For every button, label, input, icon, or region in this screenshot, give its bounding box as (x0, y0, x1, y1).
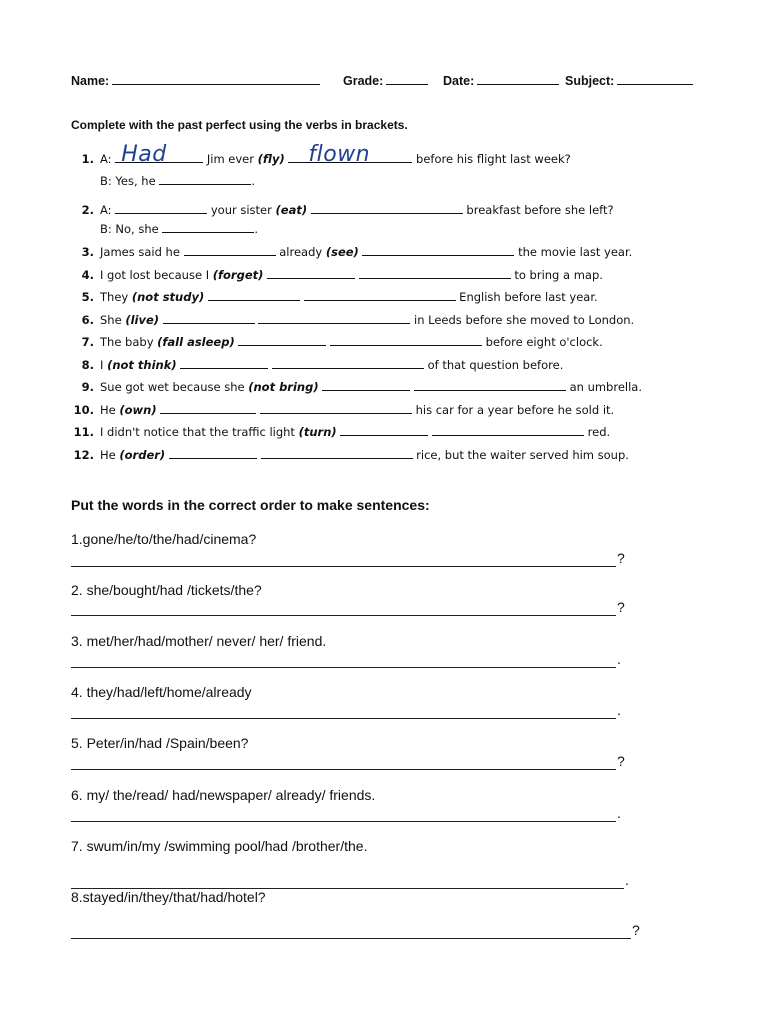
exercise-text: his car for a year before he sold it. (411, 403, 615, 417)
worksheet-header (71, 72, 711, 92)
exercise-text: A: (100, 203, 116, 217)
date-label: Date: (443, 74, 475, 88)
subject-field (565, 72, 693, 88)
exercise-2-line-1 (81, 201, 614, 219)
question-3-answer-line[interactable] (71, 667, 616, 668)
exercise-number: 9. (81, 380, 94, 394)
answer-blank[interactable] (432, 423, 584, 436)
verb-in-brackets: (not study) (131, 290, 205, 304)
question-5-answer-line[interactable] (71, 769, 616, 770)
name-label: Name: (71, 74, 110, 88)
exercise-text: They (100, 290, 132, 304)
exercise-text: The baby (100, 335, 158, 349)
answer-blank[interactable] (160, 401, 256, 414)
verb-in-brackets: (order) (119, 448, 166, 462)
answer-blank[interactable] (414, 378, 566, 391)
exercise-6-line-1 (81, 311, 635, 329)
exercise-number: 11. (73, 425, 94, 439)
question-6-prompt: 6. my/ the/read/ had/newspaper/ already/ friends. (71, 787, 376, 803)
question-3-end-mark: . (617, 651, 621, 667)
answer-blank[interactable] (362, 243, 514, 256)
grade-label: Grade: (343, 74, 384, 88)
exercise-number: 10. (73, 403, 94, 417)
question-2-answer-line[interactable] (71, 615, 616, 616)
exercise-8-line-1 (81, 356, 564, 374)
exercise-text: . (251, 174, 255, 188)
question-3-prompt: 3. met/her/had/mother/ never/ her/ friend. (71, 633, 327, 649)
exercise-number: 1. (81, 152, 94, 166)
answer-blank[interactable] (311, 201, 463, 214)
answer-blank[interactable] (359, 266, 511, 279)
answer-blank[interactable] (288, 142, 412, 167)
exercise-number: 8. (81, 358, 94, 372)
date-field (443, 72, 559, 88)
subject-label: Subject: (565, 74, 615, 88)
verb-in-brackets: (not bring) (248, 380, 319, 394)
answer-blank[interactable] (208, 288, 300, 301)
exercise-text: the movie last year. (514, 245, 633, 259)
handwritten-answer: flown (308, 142, 371, 167)
exercise-text: . (254, 222, 259, 236)
question-1-prompt: 1.gone/he/to/the/had/cinema? (71, 531, 257, 547)
answer-blank[interactable] (115, 142, 203, 167)
question-2-end-mark: ? (617, 599, 625, 615)
question-8-answer-line[interactable] (71, 938, 631, 939)
question-8-end-mark: ? (632, 922, 640, 938)
exercise-9-line-1 (81, 378, 643, 396)
exercise-text: your sister (207, 203, 276, 217)
exercise-text: She (100, 313, 126, 327)
exercise-text: James said he (100, 245, 184, 259)
exercise-text: in Leeds before she moved to London. (410, 313, 635, 327)
answer-blank[interactable] (258, 311, 410, 324)
answer-blank[interactable] (238, 333, 326, 346)
part1-instruction: Complete with the past perfect using the verbs in brackets. (71, 118, 408, 132)
exercise-text: to bring a map. (510, 268, 603, 282)
exercise-text: before his flight last week? (412, 152, 571, 166)
question-5-end-mark: ? (617, 753, 625, 769)
question-4-end-mark: . (617, 702, 621, 718)
exercise-text: of that question before. (423, 358, 564, 372)
exercise-7-line-1 (81, 333, 603, 351)
exercise-text: an umbrella. (565, 380, 643, 394)
question-4-prompt: 4. they/had/left/home/already (71, 684, 252, 700)
answer-blank[interactable] (260, 401, 412, 414)
exercise-text: B: Yes, he (100, 174, 160, 188)
answer-blank[interactable] (261, 446, 413, 459)
exercise-text: He (100, 448, 120, 462)
exercise-number: 6. (81, 313, 94, 327)
part2-instruction: Put the words in the correct order to make sentences: (71, 497, 430, 513)
grade-blank[interactable] (386, 72, 428, 85)
exercise-2-line-2 (100, 220, 258, 238)
exercise-10-line-1 (73, 401, 615, 419)
exercise-3-line-1 (81, 243, 633, 261)
answer-blank[interactable] (267, 266, 355, 279)
answer-blank[interactable] (272, 356, 424, 369)
question-4-answer-line[interactable] (71, 718, 616, 719)
subject-blank[interactable] (617, 72, 693, 85)
exercise-text: A: (100, 152, 116, 166)
answer-blank[interactable] (163, 311, 255, 324)
verb-in-brackets: (see) (325, 245, 359, 259)
answer-blank[interactable] (304, 288, 456, 301)
answer-blank[interactable] (162, 220, 254, 233)
verb-in-brackets: (turn) (298, 425, 337, 439)
answer-blank[interactable] (340, 423, 428, 436)
verb-in-brackets: (not think) (107, 358, 177, 372)
exercise-text: B: No, she (100, 222, 163, 236)
exercise-text: rice, but the waiter served him soup. (412, 448, 629, 462)
answer-blank[interactable] (159, 172, 251, 185)
question-5-prompt: 5. Peter/in/had /Spain/been? (71, 735, 249, 751)
handwritten-answer: Had (121, 142, 167, 167)
question-1-answer-line[interactable] (71, 566, 616, 567)
exercise-11-line-1 (73, 423, 611, 441)
answer-blank[interactable] (330, 333, 482, 346)
exercise-number: 3. (81, 245, 94, 259)
exercise-text: Sue got wet because she (100, 380, 249, 394)
exercise-text: I got lost because I (100, 268, 213, 282)
grade-field (343, 72, 428, 88)
verb-in-brackets: (fall asleep) (157, 335, 235, 349)
exercise-text: He (100, 403, 120, 417)
verb-in-brackets: (forget) (212, 268, 264, 282)
name-blank[interactable] (112, 72, 320, 85)
verb-in-brackets: (live) (125, 313, 160, 327)
question-7-end-mark: . (625, 872, 629, 888)
exercise-5-line-1 (81, 288, 598, 306)
exercise-number: 4. (81, 268, 94, 282)
exercise-text: already (275, 245, 326, 259)
answer-blank[interactable] (180, 356, 268, 369)
exercise-1-line-1 (81, 142, 571, 168)
question-2-prompt: 2. she/bought/had /tickets/the? (71, 582, 262, 598)
exercise-12-line-1 (73, 446, 629, 464)
exercise-number: 2. (81, 203, 94, 217)
question-8-prompt: 8.stayed/in/they/that/had/hotel? (71, 889, 266, 905)
exercise-number: 5. (81, 290, 94, 304)
question-6-end-mark: . (617, 805, 621, 821)
exercise-number: 12. (73, 448, 94, 462)
exercise-4-line-1 (81, 266, 603, 284)
answer-blank[interactable] (322, 378, 410, 391)
exercise-text: before eight o'clock. (482, 335, 603, 349)
exercise-text: I didn't notice that the traffic light (100, 425, 299, 439)
answer-blank[interactable] (184, 243, 276, 256)
verb-in-brackets: (eat) (275, 203, 308, 217)
question-6-answer-line[interactable] (71, 821, 616, 822)
exercise-text: I (100, 358, 108, 372)
question-7-prompt: 7. swum/in/my /swimming pool/had /brother/the. (71, 838, 368, 854)
answer-blank[interactable] (169, 446, 257, 459)
question-1-end-mark: ? (617, 550, 625, 566)
exercise-text: English before last year. (455, 290, 598, 304)
date-blank[interactable] (477, 72, 559, 85)
answer-blank[interactable] (115, 201, 207, 214)
exercise-text: breakfast before she left? (462, 203, 614, 217)
exercise-number: 7. (81, 335, 94, 349)
name-field (71, 72, 320, 88)
exercise-text: red. (583, 425, 611, 439)
exercise-1-line-2 (100, 172, 255, 190)
exercise-text: Jim ever (203, 152, 258, 166)
verb-in-brackets: (own) (119, 403, 157, 417)
verb-in-brackets: (fly) (257, 152, 285, 166)
